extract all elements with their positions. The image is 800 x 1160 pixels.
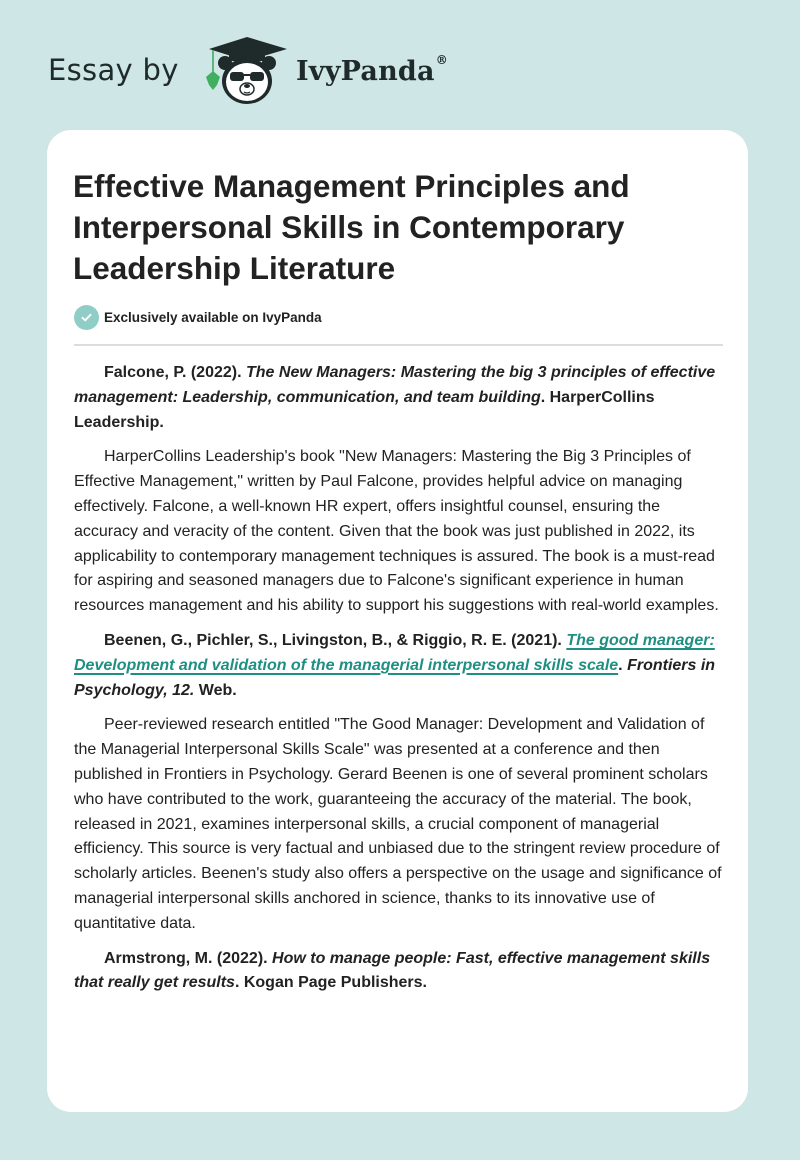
divider bbox=[74, 344, 723, 346]
brand-name: IvyPanda® bbox=[296, 53, 448, 87]
reference-beenen: Beenen, G., Pichler, S., Livingston, B., & Riggio, R. E. (2021). The good manager: Development and validation of the managerial interpersonal skills scale. Frontiers in Psychology, 12. Web. bbox=[74, 631, 716, 699]
reference-link-good-manager[interactable]: The good manager: Development and validation of the managerial interpersonal skills scale bbox=[74, 631, 715, 674]
site-header bbox=[0, 0, 800, 130]
page-title: Effective Management Principles and Interpersonal Skills in Contemporary Leadership Literature bbox=[73, 168, 630, 286]
essay-by-label: Essay by bbox=[48, 53, 179, 87]
panda-graduate-icon bbox=[203, 35, 291, 107]
essay-card bbox=[47, 130, 748, 1112]
exclusive-badge bbox=[74, 305, 322, 330]
essay-content bbox=[74, 361, 726, 1006]
reference-armstrong: Armstrong, M. (2022). How to manage people: Fast, effective management skills that really get results. Kogan Page Publishers. bbox=[74, 949, 711, 992]
check-circle-icon bbox=[74, 305, 99, 330]
paragraph-beenen: Peer-reviewed research entitled "The Good Manager: Development and Validation of the Managerial Interpersonal Skills Scale" was presented at a conference and then published in Frontiers in Psychology. Gerard Beenen is one of several prominent scholars who have contributed to the work, guaranteeing the accuracy of the material. The book, released in 2021, examines interpersonal skills, a crucial component of managerial efficiency. This source is very factual and unbiased due to the stringent review procedure of scholarly articles. Beenen's study also offers a perspective on the usage and significance of managerial interpersonal skills anchored in science, thanks to its innovative use of quantitative data. bbox=[74, 716, 722, 932]
paragraph-falcone: HarperCollins Leadership's book "New Managers: Mastering the Big 3 Principles of Effective Management," written by Paul Falcone, provides helpful advice on managing effectively. Falcone, a well-known HR expert, offers insightful counsel, ensuring the accuracy and veracity of the content. Given that the book was just published in 2022, its applicability to contemporary management techniques is assured. The book is a must-read for aspiring and seasoned managers due to Falcone's significant experience in human resources management and his ability to support his suggestions with real-world examples. bbox=[74, 448, 719, 615]
exclusive-label: Exclusively available on IvyPanda bbox=[104, 310, 322, 325]
reference-falcone: Falcone, P. (2022). The New Managers: Mastering the big 3 principles of effective management: Leadership, communication, and team building. HarperCollins Leadership. bbox=[74, 364, 716, 431]
